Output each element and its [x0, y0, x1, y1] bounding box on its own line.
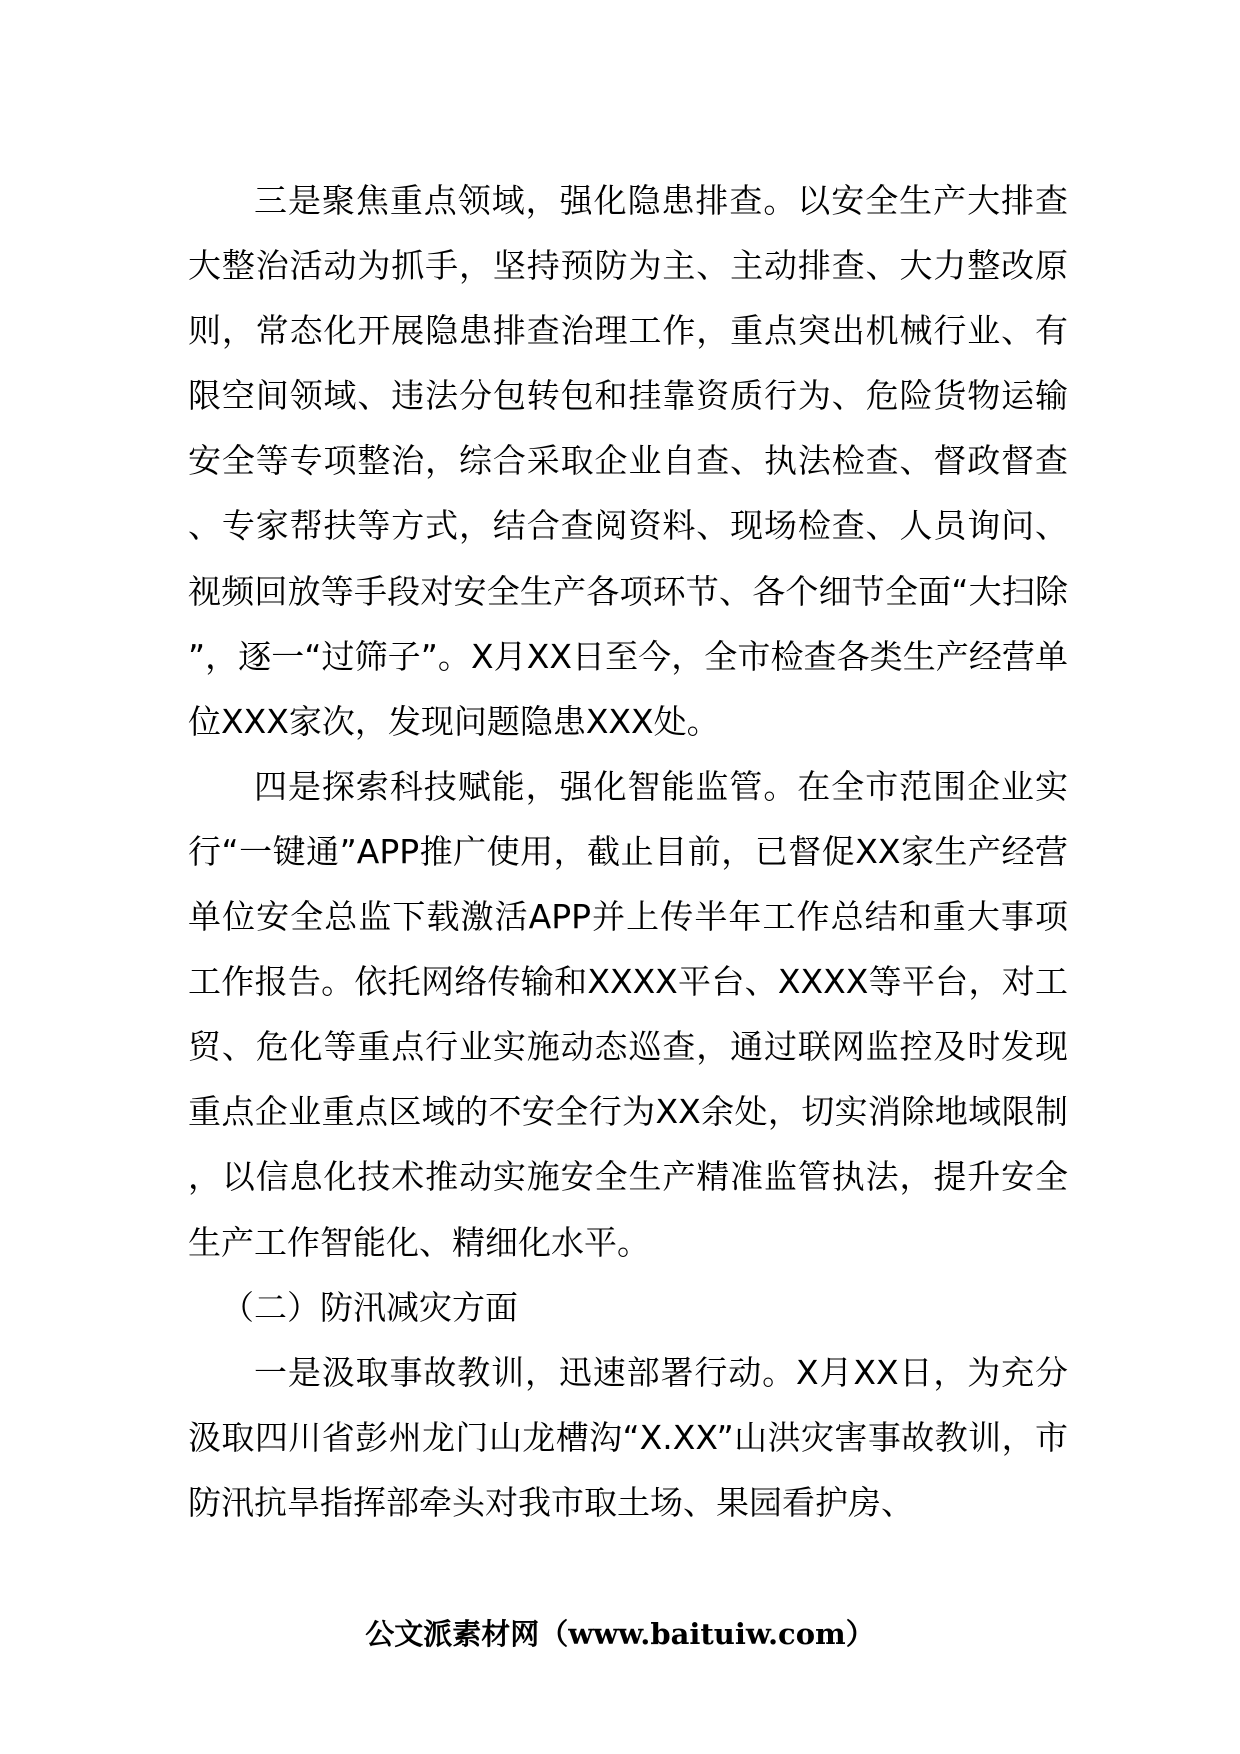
section-heading-flood-control: （二）防汛减灾方面: [221, 1287, 518, 1327]
paragraph-hazard-inspection: 三是聚焦重点领域，强化隐患排查。以安全生产大排查大整治活动为抓手，坚持预防为主、主动排查、大力整改原则，常态化开展隐患排查治理工作，重点突出机械行业、有限空间领域、违法分包转包和挂靠资质行为、危险货物运输安全等专项整治，综合采取企业自查、执法检查、督政督查、专家帮扶等方式，结合查阅资料、现场检查、人员询问、视频回放等手段对安全生产各项环节、各个细节全面“大扫除”，逐一“过筛子”。X月XX日至今，全市检查各类生产经营单位XXX家次，发现问题隐患XXX处。: [188, 181, 1068, 741]
paragraph-smart-supervision: 四是探索科技赋能，强化智能监管。在全市范围企业实行“一键通”APP推广使用，截止目前，已督促XX家生产经营单位安全总监下载激活APP并上传半年工作总结和重大事项工作报告。依托网络传输和XXXX平台、XXXX等平台，对工贸、危化等重点行业实施动态巡查，通过联网监控及时发现重点企业重点区域的不安全行为XX余处，切实消除地域限制，以信息化技术推动实施安全生产精准监管执法，提升安全生产工作智能化、精细化水平。: [188, 766, 1068, 1262]
footer-watermark: 公文派素材网（www.baituiw.com）: [365, 1617, 875, 1651]
paragraph-accident-lessons: 一是汲取事故教训，迅速部署行动。X月XX日，为充分汲取四川省彭州龙门山龙槽沟“X.XX”山洪灾害事故教训，市防汛抗旱指挥部牵头对我市取土场、果园看护房、: [188, 1352, 1068, 1522]
document-body: [188, 168, 1068, 1535]
